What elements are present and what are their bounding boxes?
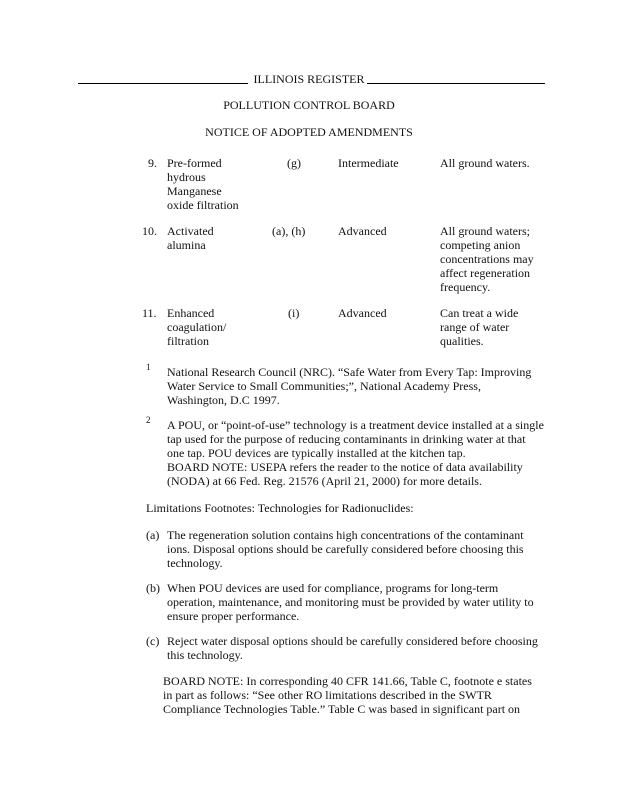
row-number: 10. — [142, 224, 157, 238]
technology-name: Activated alumina — [167, 224, 214, 252]
board-title: POLLUTION CONTROL BOARD — [223, 98, 395, 112]
source-water: Can treat a wide range of water qualities. — [440, 306, 519, 348]
operator-skill: Intermediate — [338, 156, 399, 170]
source-water: All ground waters; competing anion concentrations may affect regeneration frequency. — [440, 224, 534, 294]
operator-skill: Advanced — [338, 306, 387, 320]
footnote-marker: 1 — [146, 362, 151, 372]
notice-title: NOTICE OF ADOPTED AMENDMENTS — [205, 125, 413, 139]
limitation-footnotes: (i) — [288, 306, 300, 320]
limitation-label: (a) — [146, 528, 160, 542]
technology-name: Enhanced coagulation/ filtration — [167, 306, 227, 348]
row-number: 9. — [148, 156, 157, 170]
operator-skill: Advanced — [338, 224, 387, 238]
limitation-a: The regeneration solution contains high concentrations of the contaminant ions. Disposal options should be carefully considered before choosing this technology. — [167, 528, 524, 570]
row-number: 11. — [142, 306, 157, 320]
limitations-title: Limitations Footnotes: Technologies for Radionuclides: — [146, 501, 414, 515]
limitation-label: (c) — [146, 634, 160, 648]
footnote-1: National Research Council (NRC). “Safe Water from Every Tap: Improving Water Service to Small Communities;”, National Academy Press, Washington, D.C 1997. — [167, 365, 532, 407]
limitation-b: When POU devices are used for compliance, programs for long-term operation, maintenance, and monitoring must be provided by water utility to ensure proper performance. — [167, 581, 534, 623]
footnote-marker: 2 — [146, 415, 151, 425]
technology-name: Pre-formed hydrous Manganese oxide filtration — [167, 156, 239, 212]
limitation-footnotes: (a), (h) — [272, 224, 306, 238]
footnote-2: A POU, or “point-of-use” technology is a treatment device installed at a single tap used for the purpose of reducing contaminants in drinking water at that one tap. POU devices are typically installed at the kitchen tap. BOARD NOTE: USEPA refers the reader to the notice of data availability (NODA) at 66 Fed. Reg. 21576 (April 21, 2000) for more details. — [167, 418, 544, 488]
source-water: All ground waters. — [440, 156, 530, 170]
limitation-label: (b) — [146, 581, 160, 595]
limitation-footnotes: (g) — [287, 156, 301, 170]
board-note: BOARD NOTE: In corresponding 40 CFR 141.66, Table C, footnote e states in part as follows: “See other RO limitations described in the SWTR Compliance Technologies Table.” Table C was based in significant part on — [163, 674, 532, 716]
limitation-c: Reject water disposal options should be carefully considered before choosing this technology. — [167, 634, 538, 662]
register-title: ILLINOIS REGISTER — [253, 72, 365, 86]
